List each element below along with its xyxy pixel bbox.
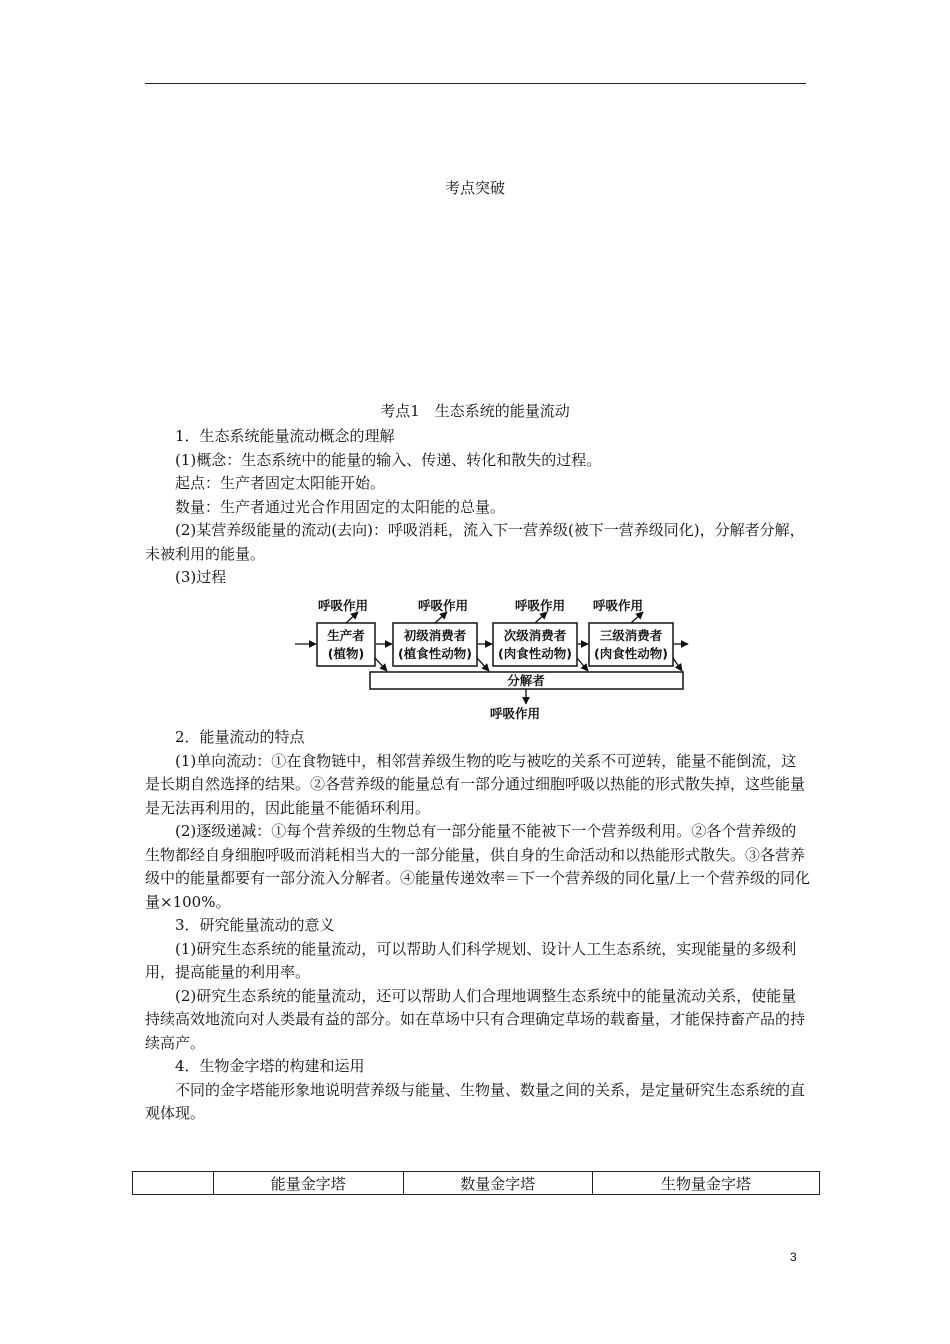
flow-direction-paragraph: (2)某营养级能量的流动(去向)：呼吸消耗，流入下一营养级(被下一营养级同化)，分解者分解，未被利用的能量。	[145, 521, 805, 563]
section-1-heading: 1．生态系统能量流动概念的理解	[175, 427, 395, 445]
one-way-flow-paragraph: (1)单向流动：①在食物链中，相邻营养级生物的吃与被吃的关系不可逆转，能量不能倒流，这是长期自然选择的结果。②各营养级的能量总有一部分通过细胞呼吸以热能的形式散失掉，这些能量是无法再利用的，因此能量不能循环利用。	[145, 751, 806, 817]
page-number: 3	[790, 1250, 797, 1264]
respiration-label-decomposer: 呼吸作用	[490, 706, 541, 721]
table-header-number: 数量金字塔	[403, 1172, 593, 1195]
secondary-consumer-label: 次级消费者	[503, 628, 567, 643]
section-1	[145, 425, 811, 590]
topic-title: 考点1 生态系统的能量流动	[380, 402, 570, 420]
respiration-label-tertiary: 呼吸作用	[593, 598, 644, 613]
significance-paragraph-2: (2)研究生态系统的能量流动，还可以帮助人们合理地调整生态系统中的能量流动关系，使能量持续高效地流向对人类最有益的部分。如在草场中只有合理确定草场的载畜量，才能保持畜产品的持续高产。	[145, 986, 806, 1052]
pyramid-table	[132, 1171, 820, 1195]
table-header-biomass: 生物量金字塔	[593, 1172, 820, 1195]
producer-sublabel: (植物)	[327, 646, 365, 661]
quantity-paragraph: 数量：生产者通过光合作用固定的太阳能的总量。	[175, 497, 506, 516]
table-header-blank	[133, 1172, 214, 1195]
primary-consumer-sublabel: (植食性动物)	[398, 646, 472, 661]
stepwise-decrease-paragraph: (2)逐级递减：①每个营养级的生物总有一部分能量不能被下一个营养级利用。②各个营养级的生物都经自身细胞呼吸而消耗相当大的一部分能量，供自身的生命活动和以热能形式散失。③各营养级中的能量都要有一部分流入分解者。④能量传递效率＝下一个营养级的同化量/上一个营养级的同化量×100%。	[145, 822, 811, 911]
primary-consumer-label: 初级消费者	[403, 628, 467, 643]
header-rule	[145, 83, 806, 84]
energy-flow-diagram	[290, 594, 690, 722]
process-label: (3)过程	[175, 568, 227, 586]
respiration-label-primary: 呼吸作用	[418, 598, 469, 613]
producer-label: 生产者	[327, 628, 365, 643]
pyramid-paragraph: 不同的金字塔能形象地说明营养级与能量、生物量、数量之间的关系，是定量研究生态系统的直观体现。	[145, 1080, 806, 1122]
section-4-heading: 4．生物金字塔的构建和运用	[175, 1057, 365, 1075]
tertiary-consumer-sublabel: (肉食性动物)	[594, 646, 668, 661]
start-paragraph: 起点：生产者固定太阳能开始。	[175, 474, 386, 492]
respiration-label-producer: 呼吸作用	[318, 598, 369, 613]
respiration-label-secondary: 呼吸作用	[515, 598, 566, 613]
section-2-to-4	[145, 726, 811, 1126]
secondary-consumer-sublabel: (肉食性动物)	[498, 646, 572, 661]
table-header-row	[133, 1172, 820, 1195]
section-3-heading: 3．研究能量流动的意义	[175, 916, 335, 934]
section-2-heading: 2．能量流动的特点	[175, 728, 305, 746]
section-title: 考点突破	[444, 179, 505, 197]
significance-paragraph-1: (1)研究生态系统的能量流动，可以帮助人们科学规划、设计人工生态系统，实现能量的多级利用，提高能量的利用率。	[145, 939, 797, 981]
tertiary-consumer-label: 三级消费者	[599, 628, 663, 643]
concept-paragraph: (1)概念：生态系统中的能量的输入、传递、转化和散失的过程。	[175, 450, 602, 469]
table-header-energy: 能量金字塔	[214, 1172, 404, 1195]
decomposer-label: 分解者	[507, 673, 545, 688]
